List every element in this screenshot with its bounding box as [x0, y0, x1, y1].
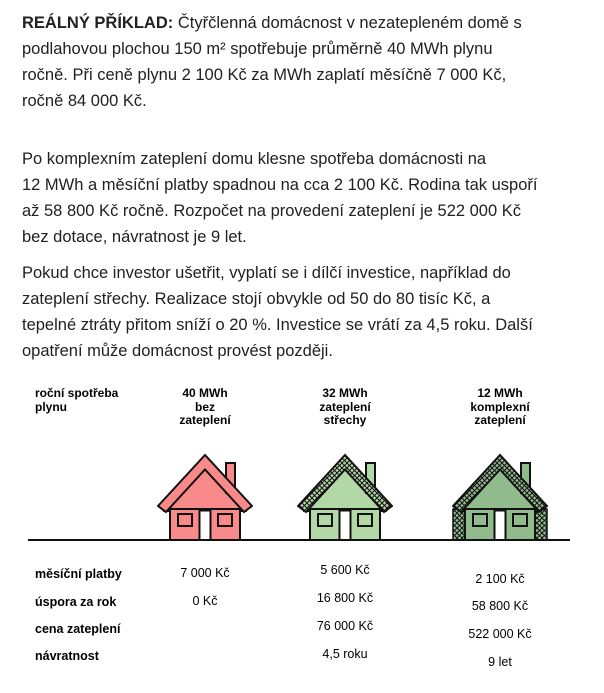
cell-savings-no-insulation: 0 Kč [192, 594, 218, 608]
paragraph-line: opatření může domácnost provést později. [22, 342, 333, 360]
header-line: zateplení [179, 413, 231, 427]
cell-cost-roof-insulation: 76 000 Kč [316, 619, 374, 633]
insulated-wall [535, 509, 547, 541]
paragraph-line: tepelné ztráty přitom sníží o 20 %. Investice se vrátí za 4,5 roku. Další [22, 316, 533, 334]
cell-monthly-full-insulation: 2 100 Kč [475, 572, 525, 586]
paragraph-line: ročně. Při ceně plynu 2 100 Kč za MWh zaplatí měsíčně 7 000 Kč, [22, 66, 507, 84]
ground-line [28, 539, 570, 541]
intro-paragraph [22, 10, 597, 114]
door-icon [495, 511, 506, 542]
header-line: 12 MWh [477, 386, 523, 400]
paragraph-line [22, 10, 597, 36]
header-line: zateplení [474, 413, 526, 427]
paragraph-text: Čtyřčlenná domácnost v nezatepleném domě s [177, 14, 522, 32]
row-label-yearly-savings: úspora za rok [35, 595, 117, 609]
cell-savings-roof-insulation: 16 800 Kč [316, 591, 374, 605]
header-line: komplexní [470, 399, 530, 414]
paragraph-line: bez dotace, návratnost je 9 let. [22, 228, 247, 246]
cell-cost-full-insulation: 522 000 Kč [468, 627, 532, 641]
cell-payback-roof-insulation: 4,5 roku [322, 647, 368, 661]
row-label-insulation-cost: cena zateplení [35, 622, 121, 636]
paragraph-line: až 58 800 Kč ročně. Rozpočet na provedení zateplení je 522 000 Kč [22, 202, 522, 220]
column-header-roof-insulation [275, 387, 415, 428]
paragraph-line: Po komplexním zateplení domu klesne spotřeba domácnosti na [22, 150, 487, 168]
house-red-no-insulation-icon [157, 453, 253, 541]
house-green-full-insulation-icon [452, 453, 548, 541]
insulated-wall [453, 509, 465, 541]
consumption-row-label-line1: roční spotřeba [35, 386, 119, 400]
row-label-monthly-payments: měsíční platby [35, 567, 122, 581]
paragraph-line: podlahovou plochou 150 m² spotřebuje průměrně 40 MWh plynu [22, 40, 493, 58]
cell-monthly-no-insulation: 7 000 Kč [180, 566, 230, 580]
partial-investment-paragraph [22, 260, 597, 364]
door-icon [340, 511, 351, 542]
header-line: střechy [323, 413, 367, 427]
consumption-row-label-line2: plynu [35, 399, 67, 414]
header-line: zateplení [319, 399, 371, 414]
door-icon [200, 511, 211, 542]
column-header-no-insulation [135, 387, 275, 428]
header-line: 40 MWh [182, 386, 228, 400]
row-label-payback: návratnost [35, 649, 99, 663]
paragraph-lead: REÁLNÝ PŘÍKLAD: [22, 14, 178, 32]
header-line: bez [194, 399, 215, 414]
paragraph-line: 12 MWh a měsíční platby spadnou na cca 2 100 Kč. Rodina tak uspoří [22, 176, 538, 194]
consumption-row-label [35, 387, 118, 414]
house-green-roof-insulation-icon [297, 453, 393, 541]
cell-payback-full-insulation: 9 let [488, 655, 512, 669]
cell-savings-full-insulation: 58 800 Kč [471, 599, 529, 613]
cell-monthly-roof-insulation: 5 600 Kč [320, 563, 370, 577]
header-line: 32 MWh [322, 386, 368, 400]
paragraph-line: zateplení střechy. Realizace stojí obvykle od 50 do 80 tisíc Kč, a [22, 290, 491, 308]
paragraph-line: ročně 84 000 Kč. [22, 92, 147, 110]
paragraph-line: Pokud chce investor ušetřit, vyplatí se i dílčí investice, například do [22, 264, 511, 282]
insulation-result-paragraph [22, 146, 597, 250]
column-header-full-insulation [430, 387, 570, 428]
